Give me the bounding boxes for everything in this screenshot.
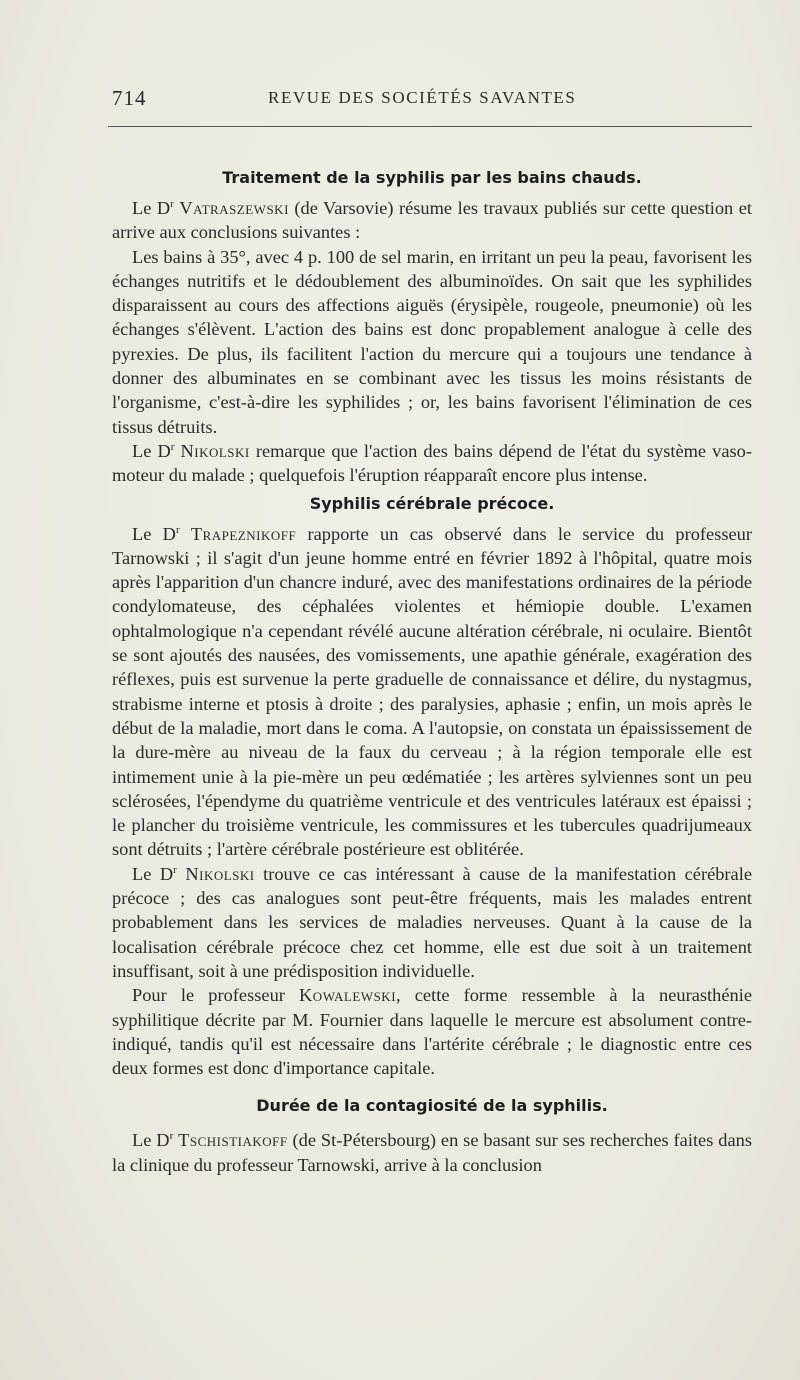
author-name: Tschistiakoff xyxy=(178,1130,288,1151)
paragraph: Le $D^r$ Tschistiakoff (de St-Pétersbourg) en se basant sur ses recherches faites dans la clinique du professeur Tarnowski, arrive à la conclusion xyxy=(112,1130,752,1175)
page-number: 714 xyxy=(112,86,147,110)
header-rule xyxy=(108,126,752,127)
author-name: Vatraszewski xyxy=(179,198,289,218)
article-body xyxy=(112,166,752,1177)
paragraph: Le $D^r$ Vatraszewski (de Varsovie) résume les travaux publiés sur cette question et arrive aux conclusions suivantes : xyxy=(112,197,752,243)
paragraph: Pour le professeur Kowalewski, cette forme ressemble à la neurasthénie syphilitique décrite par M. Fournier dans laquelle le mercure est absolument contre-indiqué, tandis qu'il est nécessaire dans l'artérite cérébrale ; le diagnostic entre ces deux formes est donc d'importance capitale. xyxy=(112,985,752,1079)
section-title-syphilis-cerebrale: Syphilis cérébrale précoce. xyxy=(309,493,555,513)
running-title: REVUE DES SOCIÉTÉS SAVANTES xyxy=(268,88,577,107)
paragraph: Le $D^r$ Nikolski trouve ce cas intéressant à cause de la manifestation cérébrale précoce ; des cas analogues sont peut-être fréquents, mais les malades entrent probablement dans les services de maladies nerveuses. Quant à la cause de la localisation cérébrale précoce chez cet homme, elle est due soit à un traitement insuffisant, soit à une prédisposition individuelle. xyxy=(112,863,752,981)
paragraph: Le $D^r$ Trapeznikoff rapporte un cas observé dans le service du professeur Tarnowski ; il s'agit d'un jeune homme entré en février 1892 à l'hôpital, quatre mois après l'apparition d'un chancre induré, avec des manifestations ordinaires de la période condylomateuse, des céphalées violentes et hémiopie double. L'examen ophtalmologique n'a cependant révélé aucune altération cérébrale, ni oculaire. Bientôt se sont ajoutés des nausées, des vomissements, une apathie générale, exagération des réflexes, puis est survenue la perte graduelle de connaissance et délire, du nystagmus, strabisme interne et ptosis à droite ; des paralysies, aphasie ; enfin, un mois après le début de la maladie, mort dans le coma. A l'autopsie, on constata un épaississement de la dure-mère au niveau de la faux du cerveau ; à la région temporale elle est intimement unie à la pie-mère un peu œdématiée ; les artères sylviennes sont un peu sclérosées, l'épendyme du quatrième ventricule et des ventricules latéraux est épaissi ; le plancher du troisième ventricule, les commissures et les tubercules quadrijumeaux sont détruits ; l'artère cérébrale postérieure est oblitérée. xyxy=(112,523,752,860)
author-name: Trapeznikoff xyxy=(190,523,297,544)
paragraph: Les bains à 35°, avec 4 p. 100 de sel marin, en irritant un peu la peau, favorisent les échanges nutritifs et le dédoublement des albuminoïdes. On sait que les syphilides disparaissent au cours des affections aiguës (érysipèle, rougeole, pneumonie) où les échanges s'élèvent. L'action des bains est donc propablement analogue à celle des pyrexies. De plus, ils facilitent l'action du mercure qui a toujours une tendance à donner des albuminates en se combinant avec les tissus les moins résistants de l'organisme, c'est-à-dire les syphilides ; or, les bains favorisent l'élimination de ces tissus détruits. xyxy=(112,246,752,437)
page-header xyxy=(108,86,752,114)
author-name: Nikolski xyxy=(180,440,250,461)
author-name: Nikolski xyxy=(185,863,255,884)
section-title-bains-chauds: Traitement de la syphilis par les bains chauds. xyxy=(222,168,642,187)
section-title-contagiosite: Durée de la contagiosité de la syphilis. xyxy=(256,1096,608,1116)
paragraph: Le $D^r$ Nikolski remarque que l'action des bains dépend de l'état du système vaso-moteur du malade ; quelquefois l'éruption réapparaît encore plus intense. xyxy=(112,440,752,486)
author-name: Kowalewski xyxy=(299,985,397,1006)
